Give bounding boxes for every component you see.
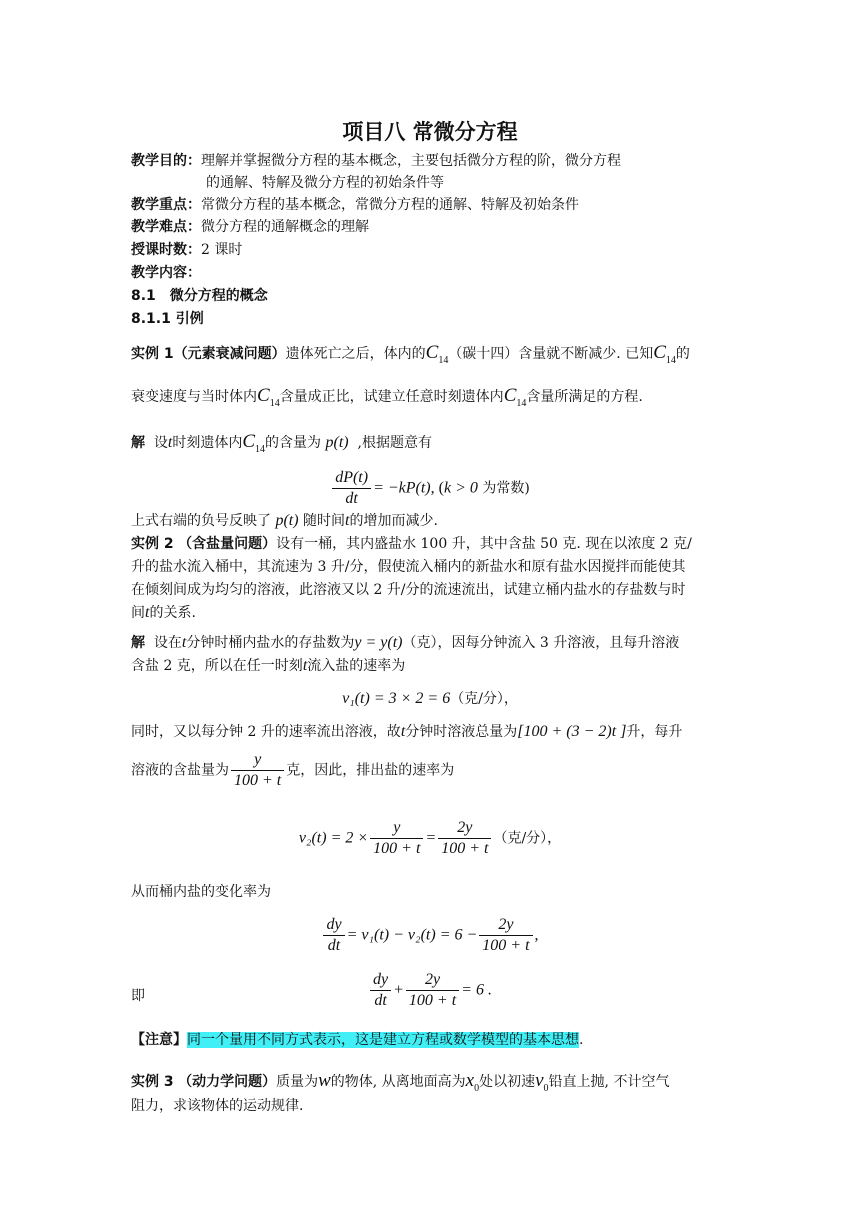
teaching-aim-text-cont: 的通解、特解及微分方程的初始条件等 bbox=[206, 175, 444, 191]
solution-text: 同时，又以每分钟 2 升的速率流出溶液，故 bbox=[131, 724, 401, 740]
example2-text: 设有一桶，其内盛盐水 100 升，其中含盐 50 克. 现在以浓度 2 克/ bbox=[276, 536, 692, 552]
plus-sign: + bbox=[393, 981, 404, 999]
example1-line1 bbox=[131, 343, 690, 371]
c14-symbol: $C_{14}$ bbox=[653, 342, 676, 366]
y-of-t: y = y(t) bbox=[354, 634, 403, 651]
eq-rhs: = −kP(t) bbox=[373, 479, 431, 497]
note-label: 【注意】 bbox=[131, 1032, 187, 1048]
equation-v2 bbox=[0, 818, 860, 859]
note-line bbox=[131, 1030, 583, 1050]
example1-text: 的 bbox=[675, 346, 690, 362]
p-of-t: p(t) bbox=[325, 434, 349, 451]
solution-text: 流入盐的速率为 bbox=[307, 658, 406, 674]
fraction-2y-over-100t: $\frac{2y}{100 + t}$ bbox=[479, 915, 532, 956]
fraction-y-over-100t: $\frac{y}{100 + t}$ bbox=[231, 750, 284, 791]
example1-tag: （元素衰减问题） bbox=[173, 346, 286, 362]
solution-text: 含盐 2 克，所以在任一时刻 bbox=[131, 658, 303, 674]
fraction-y-over-100t: $\frac{y}{100 + t}$ bbox=[370, 818, 423, 859]
example2-solution-line5: 从而桶内盐的变化率为 bbox=[131, 884, 271, 900]
example1-solution-line bbox=[131, 432, 432, 460]
example3-label: 实例 3 bbox=[131, 1074, 174, 1090]
teaching-focus-label: 教学重点： bbox=[131, 197, 201, 213]
remark-text: 的增加而减少. bbox=[349, 513, 438, 529]
solution-text: 的含量为 bbox=[265, 435, 322, 451]
c14-symbol: $C_{14}$ bbox=[425, 342, 449, 366]
var-t: t bbox=[181, 634, 187, 651]
solution-text: 设 bbox=[153, 435, 168, 451]
teaching-difficulty-text: 微分方程的通解概念的理解 bbox=[201, 219, 369, 235]
v2-unit: （克/分）， bbox=[493, 830, 562, 847]
equation-final bbox=[0, 970, 860, 1011]
example2-label: 实例 2 bbox=[131, 536, 174, 552]
final-rhs: = 6 . bbox=[461, 981, 492, 999]
teaching-hours-label: 授课时数： bbox=[131, 242, 201, 258]
example2-solution-line1 bbox=[131, 633, 679, 653]
teaching-hours-text: 2 课时 bbox=[201, 242, 243, 258]
solution-text: 分钟时桶内盐水的存盐数为 bbox=[186, 635, 355, 651]
example2-line2: 升的盐水流入桶中，其流速为 3 升/分，假使流入桶内的新盐水和原有盐水因搅拌而能使其 bbox=[131, 559, 686, 575]
example1-remark bbox=[131, 511, 438, 531]
var-t: t bbox=[302, 657, 308, 674]
example2-line3: 在倾刻间成为均匀的溶液，此溶液又以 2 升/分的流速流出，试建立桶内盐水的存盐数与时 bbox=[131, 582, 686, 598]
example3-text: 质量为 bbox=[276, 1074, 319, 1090]
example1-label: 实例 1 bbox=[131, 346, 174, 362]
remark-text: 上式右端的负号反映了 bbox=[131, 513, 271, 529]
solution-text: 时刻遗体内 bbox=[172, 435, 243, 451]
var-x0: $x_0$ bbox=[465, 1070, 480, 1094]
teaching-difficulty-line bbox=[131, 217, 369, 237]
example2-text: 间 bbox=[131, 605, 145, 621]
example1-text: 遗体死亡之后，体内的 bbox=[285, 346, 426, 362]
note-highlighted-text: 同一个量用不同方式表示，这是建立方程或数学模型的基本思想 bbox=[187, 1032, 579, 1048]
example2-line4 bbox=[131, 603, 196, 623]
var-t: t bbox=[167, 434, 173, 451]
fraction-dpdt: $\frac{dP(t)}{dt}$ bbox=[332, 468, 371, 509]
solution-label: 解 bbox=[131, 435, 145, 451]
fraction-dydt: $\frac{dy}{dt}$ bbox=[323, 915, 344, 956]
var-v0: $v_0$ bbox=[535, 1070, 549, 1094]
teaching-focus-text: 常微分方程的基本概念，常微分方程的通解、特解及初始条件 bbox=[201, 197, 579, 213]
solution-text: 设在 bbox=[153, 635, 182, 651]
c14-symbol: $C_{14}$ bbox=[503, 385, 527, 409]
var-t: t bbox=[145, 604, 150, 621]
example2-tag: （含盐量问题） bbox=[178, 536, 277, 552]
solution-text: 溶液的含盐量为 bbox=[131, 762, 229, 779]
v1-unit: （克/分）， bbox=[450, 691, 518, 707]
example1-text: 衰变速度与当时体内 bbox=[131, 389, 257, 405]
solution-text: ,根据题意有 bbox=[357, 435, 432, 451]
equation-v1 bbox=[0, 688, 860, 708]
example3-text: 铅直上抛, 不计空气 bbox=[548, 1074, 670, 1090]
solution-text: 分钟时溶液总量为 bbox=[405, 724, 518, 740]
example2-line1 bbox=[131, 534, 692, 554]
solution-text: 升，每升 bbox=[626, 724, 683, 740]
example3-text: 的物体, 从离地面高为 bbox=[330, 1074, 466, 1090]
eq-k: k > 0 bbox=[443, 479, 478, 497]
section-heading-8-1-1: 8.1.1 引例 bbox=[131, 311, 204, 327]
solution-text: 克，因此，排出盐的速率为 bbox=[286, 762, 455, 779]
fraction-2y-over-100t: $\frac{2y}{100 + t}$ bbox=[406, 970, 459, 1011]
note-end: . bbox=[579, 1032, 584, 1048]
remark-text: 随时间 bbox=[303, 513, 346, 529]
teaching-hours-line bbox=[131, 240, 242, 260]
var-t: t bbox=[345, 512, 350, 529]
example2-solution-line4 bbox=[131, 750, 454, 791]
teaching-difficulty-label: 教学难点： bbox=[131, 219, 201, 235]
example1-line2 bbox=[131, 386, 643, 414]
teaching-aim-label: 教学目的： bbox=[131, 153, 201, 169]
c14-symbol: $C_{14}$ bbox=[242, 431, 266, 455]
teaching-aim-line bbox=[131, 151, 621, 171]
solution-text: （克），因每分钟流入 3 升溶液，且每升溶液 bbox=[402, 635, 680, 651]
equation-rate bbox=[0, 915, 860, 956]
v2-lhs: v₂(t) = 2 × bbox=[298, 829, 369, 847]
example1-text: 含量成正比，试建立任意时刻遗体内 bbox=[279, 389, 504, 405]
rate-mid: = v₁(t) − v₂(t) = 6 − bbox=[346, 926, 478, 944]
example2-solution-line2 bbox=[131, 656, 405, 676]
example2-text: 的关系. bbox=[149, 605, 196, 621]
example3-line2: 阻力，求该物体的运动规律. bbox=[131, 1098, 304, 1114]
example3-line1 bbox=[131, 1071, 669, 1099]
fraction-dydt: $\frac{dy}{dt}$ bbox=[370, 970, 391, 1011]
fraction-2y-over-100t: $\frac{2y}{100 + t}$ bbox=[438, 818, 491, 859]
teaching-focus-line bbox=[131, 195, 579, 215]
total-volume: [100 + (3 − 2)t ] bbox=[517, 723, 627, 740]
example2-solution-line3 bbox=[131, 722, 682, 742]
example1-text: 含量所满足的方程. bbox=[526, 389, 643, 405]
eq-const: 为常数) bbox=[482, 480, 530, 497]
teaching-aim-text: 理解并掌握微分方程的基本概念，主要包括微分方程的阶，微分方程 bbox=[201, 153, 621, 169]
eq-sign: = bbox=[425, 829, 437, 847]
solution-label: 解 bbox=[131, 635, 145, 651]
eq-cond: , ( bbox=[430, 479, 444, 497]
c14-symbol: $C_{14}$ bbox=[257, 385, 280, 409]
v1-eq: v₁(t) = 3 × 2 = 6 bbox=[342, 690, 451, 707]
example1-text: （碳十四）含量就不断减少. 已知 bbox=[448, 346, 654, 362]
teaching-content-label: 教学内容： bbox=[131, 265, 201, 281]
example3-tag: （动力学问题） bbox=[178, 1074, 277, 1090]
comma: , bbox=[534, 926, 539, 944]
ji-label: 即 bbox=[131, 988, 145, 1004]
var-t: t bbox=[400, 723, 406, 740]
p-of-t: p(t) bbox=[275, 512, 299, 529]
section-heading-8-1: 8.1 微分方程的概念 bbox=[131, 288, 268, 304]
equation-decay bbox=[0, 468, 860, 509]
example3-text: 处以初速 bbox=[479, 1074, 536, 1090]
var-w: w bbox=[318, 1070, 331, 1091]
page-title: 项目八 常微分方程 bbox=[342, 120, 518, 144]
